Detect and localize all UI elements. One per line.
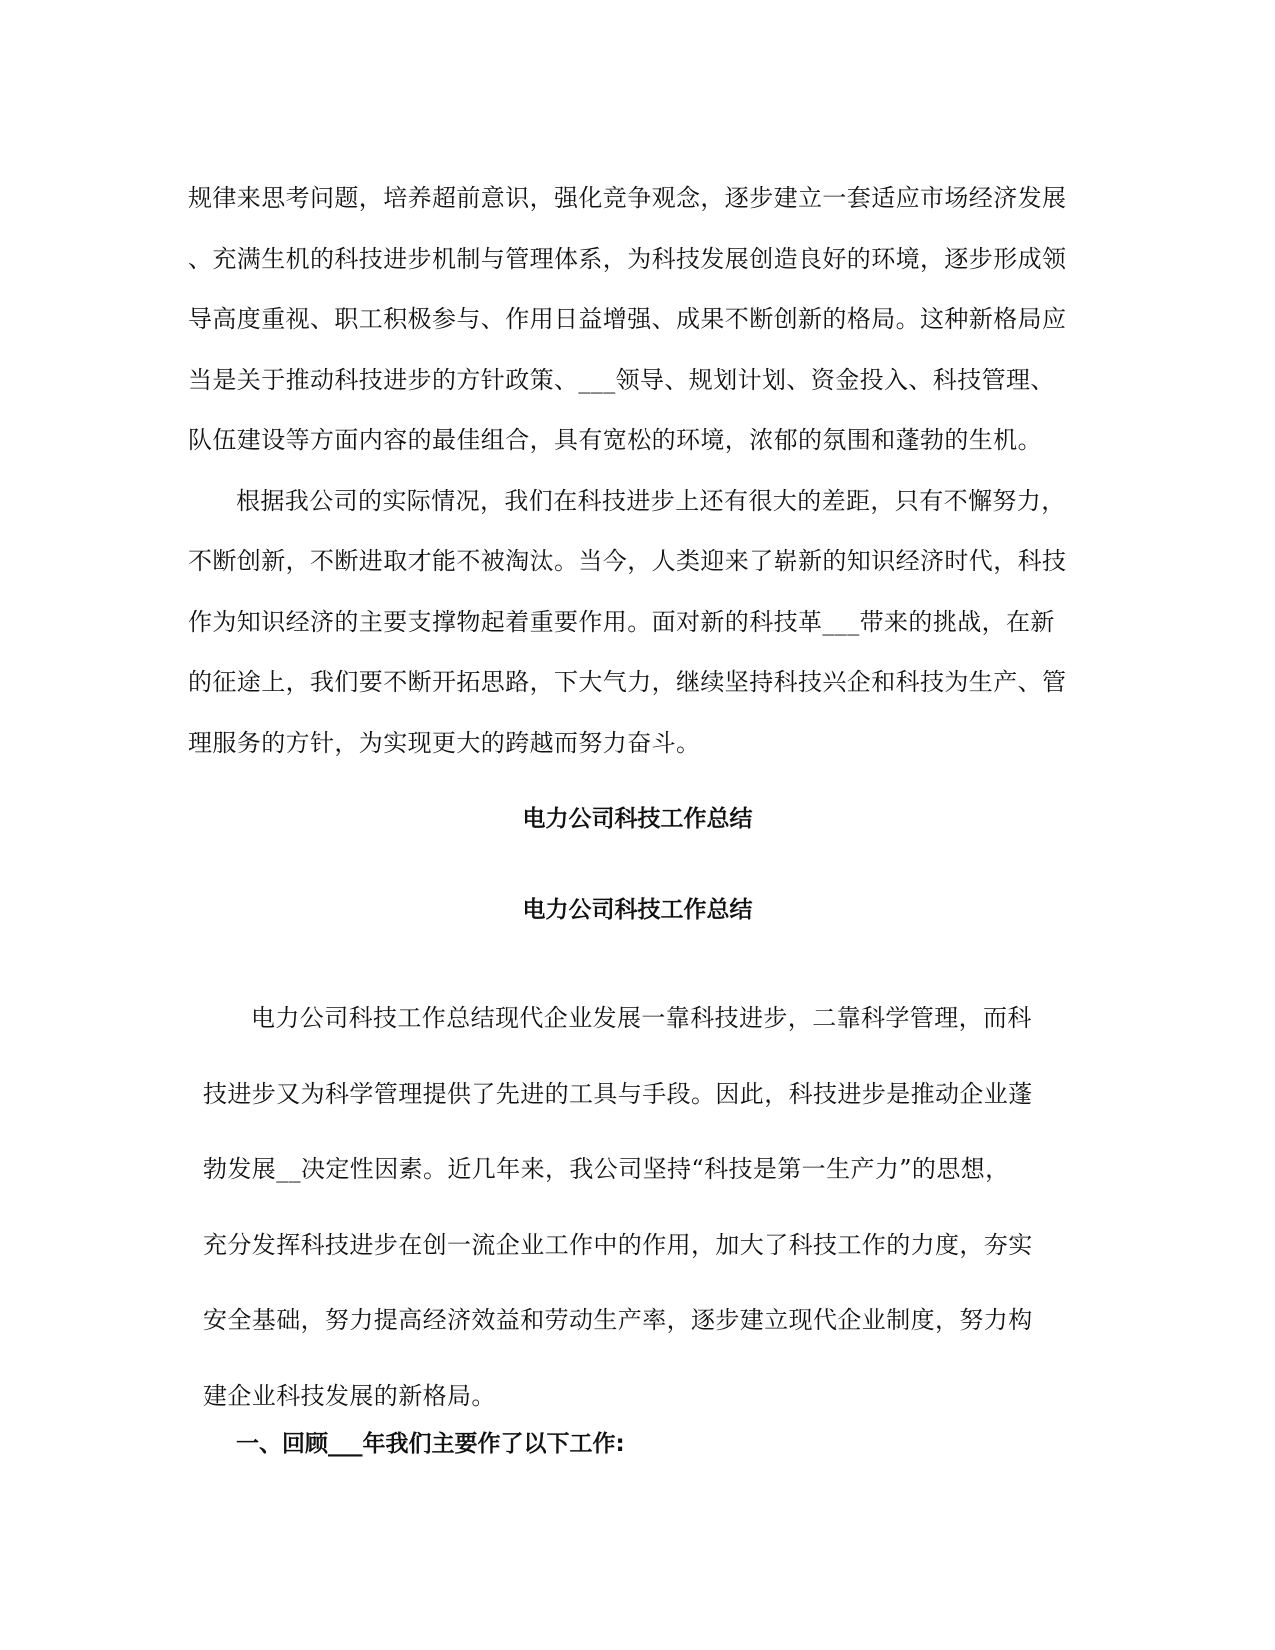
section-heading: 一、回顾___年我们主要作了以下工作:: [236, 1431, 625, 1457]
text-line: 当是关于推动科技进步的方针政策、___领导、规划计划、资金投入、科技管理、: [188, 365, 1055, 394]
body-paragraph-continuation: [188, 168, 1093, 773]
text-line: 的征途上，我们要不断开拓思路，下大气力，继续坚持科技兴企和科技为生产、管: [188, 668, 1067, 696]
text-line: 不断创新，不断进取才能不被淘汰。当今，人类迎来了崭新的知识经济时代，科技: [188, 547, 1067, 575]
text-line: 规律来思考问题，培养超前意识，强化竞争观念，逐步建立一套适应市场经济发展: [188, 184, 1067, 212]
text-line: 建企业科技发展的新格局。: [203, 1381, 496, 1410]
text-line: 根据我公司的实际情况，我们在科技进步上还有很大的差距，只有不懈努力，: [236, 486, 1066, 515]
document-title: 电力公司科技工作总结: [522, 806, 753, 832]
text-line: 导高度重视、职工积极参与、作用日益增强、成果不断创新的格局。这种新格局应: [188, 305, 1067, 333]
text-line: 作为知识经济的主要支撑物起着重要作用。面对新的科技革___带来的挑战，在新: [188, 607, 1055, 636]
text-line: 理服务的方针，为实现更大的跨越而努力奋斗。: [188, 728, 701, 757]
text-line: 安全基础，努力提高经济效益和劳动生产率，逐步建立现代企业制度，努力构: [203, 1306, 1033, 1334]
text-line: 勃发展__决定性因素。近几年来，我公司坚持“科技是第一生产力”的思想，: [203, 1155, 1010, 1183]
text-line: 技进步又为科学管理提供了先进的工具与手段。因此，科技进步是推动企业蓬: [203, 1079, 1033, 1108]
text-line: 队伍建设等方面内容的最佳组合，具有宽松的环境，浓郁的氛围和蓬勃的生机。: [188, 426, 1042, 454]
text-line: 电力公司科技工作总结现代企业发展一靠科技进步，二靠科学管理，而科: [251, 1004, 1032, 1032]
body-paragraph-intro: [203, 981, 1083, 1434]
document-title-repeat: 电力公司科技工作总结: [522, 897, 753, 923]
text-line: 、充满生机的科技进步机制与管理体系，为科技发展创造良好的环境，逐步形成领: [188, 244, 1067, 273]
text-line: 充分发挥科技进步在创一流企业工作中的作用，加大了科技工作的力度，夯实: [203, 1230, 1033, 1259]
